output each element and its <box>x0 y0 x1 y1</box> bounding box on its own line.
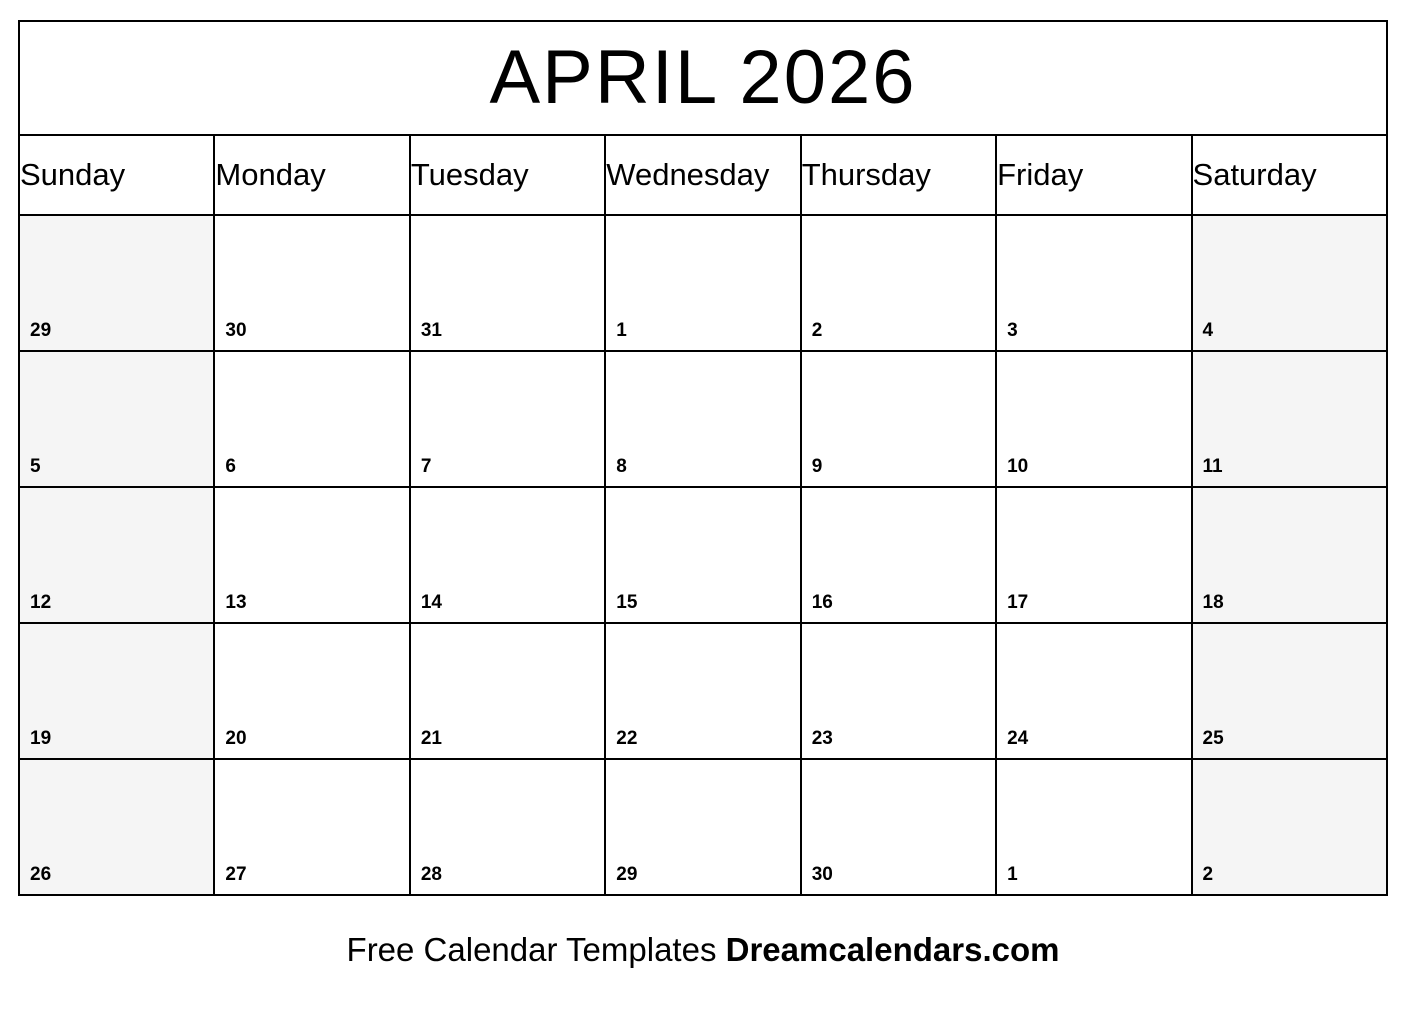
day-cell[interactable] <box>996 487 1191 623</box>
day-cell[interactable] <box>410 623 605 759</box>
day-cell[interactable] <box>605 215 800 351</box>
day-cell[interactable] <box>214 351 409 487</box>
day-cell[interactable] <box>605 487 800 623</box>
weekday-header-friday: Friday <box>996 135 1191 215</box>
page-title: APRIL 2026 <box>489 35 917 120</box>
day-cell[interactable] <box>19 215 214 351</box>
day-number: 7 <box>420 456 432 477</box>
day-cell[interactable] <box>214 759 409 895</box>
day-number: 2 <box>811 320 823 341</box>
day-number: 3 <box>1007 320 1018 341</box>
day-cell[interactable] <box>801 487 996 623</box>
day-cell[interactable] <box>214 215 409 351</box>
day-cell[interactable] <box>1192 487 1387 623</box>
day-number: 1 <box>616 320 627 341</box>
day-cell[interactable] <box>19 487 214 623</box>
day-cell[interactable] <box>410 351 605 487</box>
weekday-header-row <box>19 135 1387 215</box>
day-number: 4 <box>1202 320 1214 341</box>
day-number: 12 <box>30 592 52 613</box>
day-cell[interactable] <box>19 351 214 487</box>
day-cell[interactable] <box>605 623 800 759</box>
day-number: 28 <box>420 864 442 885</box>
day-number: 30 <box>225 320 247 341</box>
footer-text: Free Calendar Templates <box>346 931 726 968</box>
day-cell[interactable] <box>801 215 996 351</box>
day-number: 25 <box>1202 728 1224 749</box>
day-number: 1 <box>1007 864 1018 885</box>
day-number: 5 <box>30 456 41 477</box>
calendar-title-cell <box>19 21 1387 135</box>
day-number: 24 <box>1007 728 1029 749</box>
weekday-header-wednesday: Wednesday <box>605 135 800 215</box>
calendar-week-row <box>19 215 1387 351</box>
footer-brand[interactable]: Dreamcalendars.com <box>725 931 1060 968</box>
calendar-week-row <box>19 623 1387 759</box>
day-number: 20 <box>225 728 247 749</box>
day-number: 10 <box>1007 456 1029 477</box>
day-cell[interactable] <box>801 759 996 895</box>
day-cell[interactable] <box>410 487 605 623</box>
day-number: 29 <box>616 864 638 885</box>
day-number: 14 <box>420 592 442 613</box>
day-cell[interactable] <box>19 623 214 759</box>
calendar-title-row <box>19 21 1387 135</box>
weekday-header-sunday: Sunday <box>19 135 214 215</box>
day-cell[interactable] <box>801 623 996 759</box>
day-cell[interactable] <box>410 759 605 895</box>
day-cell[interactable] <box>1192 351 1387 487</box>
day-number: 16 <box>811 592 833 613</box>
day-number: 29 <box>30 320 52 341</box>
day-number: 9 <box>811 456 823 477</box>
day-number: 15 <box>616 592 638 613</box>
day-number: 26 <box>30 864 52 885</box>
day-cell[interactable] <box>214 487 409 623</box>
day-number: 11 <box>1202 456 1223 477</box>
calendar-week-row <box>19 487 1387 623</box>
day-cell[interactable] <box>996 351 1191 487</box>
day-cell[interactable] <box>19 759 214 895</box>
day-number: 27 <box>225 864 247 885</box>
calendar-table <box>18 20 1388 896</box>
day-number: 30 <box>811 864 833 885</box>
day-cell[interactable] <box>996 759 1191 895</box>
weekday-header-saturday: Saturday <box>1192 135 1387 215</box>
day-number: 19 <box>30 728 52 749</box>
day-number: 17 <box>1007 592 1029 613</box>
calendar-week-row <box>19 351 1387 487</box>
day-number: 8 <box>616 456 627 477</box>
day-cell[interactable] <box>1192 759 1387 895</box>
day-cell[interactable] <box>801 351 996 487</box>
day-cell[interactable] <box>410 215 605 351</box>
footer <box>0 930 1406 970</box>
calendar-week-row <box>19 759 1387 895</box>
day-number: 23 <box>811 728 833 749</box>
day-number: 31 <box>420 320 442 341</box>
weekday-header-tuesday: Tuesday <box>410 135 605 215</box>
weekday-header-thursday: Thursday <box>801 135 996 215</box>
day-number: 2 <box>1202 864 1214 885</box>
day-cell[interactable] <box>996 623 1191 759</box>
day-number: 21 <box>420 728 442 749</box>
day-cell[interactable] <box>1192 623 1387 759</box>
day-number: 22 <box>616 728 638 749</box>
day-number: 6 <box>225 456 236 477</box>
day-number: 13 <box>225 592 247 613</box>
day-cell[interactable] <box>605 759 800 895</box>
day-cell[interactable] <box>605 351 800 487</box>
weekday-header-monday: Monday <box>214 135 409 215</box>
day-cell[interactable] <box>1192 215 1387 351</box>
day-cell[interactable] <box>996 215 1191 351</box>
day-number: 18 <box>1202 592 1224 613</box>
day-cell[interactable] <box>214 623 409 759</box>
